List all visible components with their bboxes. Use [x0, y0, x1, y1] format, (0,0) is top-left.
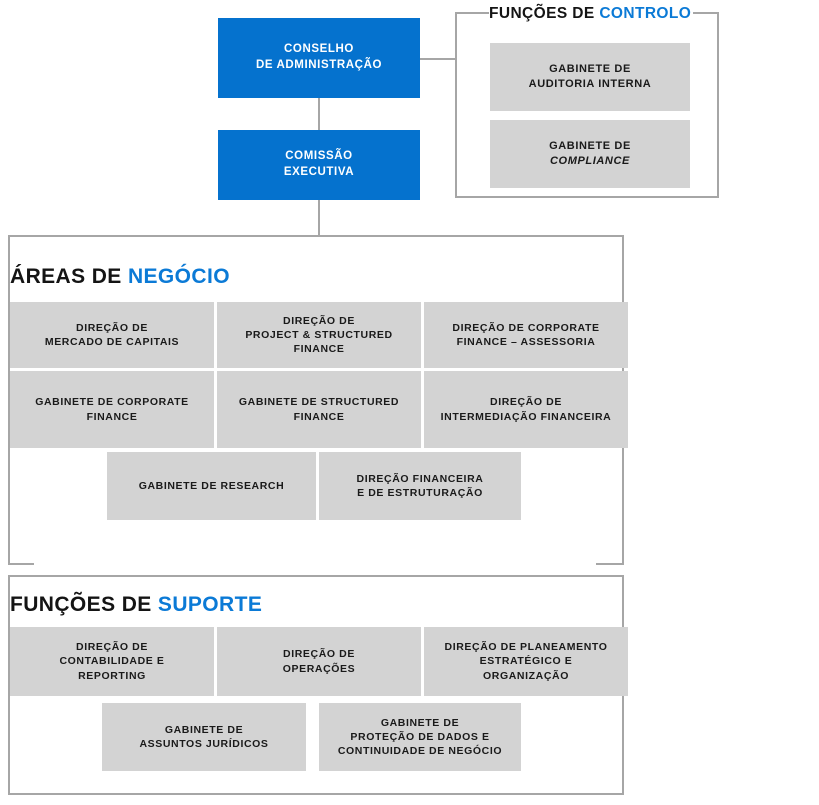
heading-areas-de-negocio — [10, 265, 230, 289]
heading-negocio-plain: ÁREAS DE — [10, 265, 128, 288]
box-conselho-line-2: DE ADMINISTRAÇÃO — [255, 59, 383, 71]
box-project-line-3: FINANCE — [293, 343, 345, 356]
connector-controlo-bottom — [455, 196, 719, 198]
box-fin-estrut-line-1: DIREÇÃO FINANCEIRA — [356, 472, 484, 485]
box-protecao-line-1: GABINETE DE — [380, 716, 460, 729]
box-direcao-financeira-estruturacao[interactable] — [319, 452, 521, 520]
box-mercado-capitais-line-1: DIREÇÃO DE — [76, 321, 148, 334]
box-planeamento-line-3: ORGANIZAÇÃO — [483, 669, 569, 682]
box-planeamento-line-1: DIREÇÃO DE PLANEAMENTO — [444, 641, 608, 654]
connector-suporte-bottom — [8, 793, 624, 795]
box-compliance-line-1: GABINETE DE — [549, 140, 631, 153]
box-planeamento-line-2: ESTRATÉGICO E — [479, 655, 573, 668]
heading-suporte-plain: FUNÇÕES DE — [10, 593, 158, 616]
box-contabilidade-line-2: CONTABILIDADE E — [59, 655, 165, 668]
box-operacoes-line-2: OPERAÇÕES — [282, 662, 356, 675]
box-contabilidade-line-3: REPORTING — [78, 669, 146, 682]
connector-controlo-top-right — [693, 12, 719, 14]
box-juridicos-line-1: GABINETE DE — [164, 723, 244, 736]
box-gab-sf-line-2: FINANCE — [293, 410, 345, 423]
box-protecao-de-dados-continuidade-negocio[interactable] — [319, 703, 521, 771]
heading-suporte-accent: SUPORTE — [157, 593, 263, 616]
box-comissao-line-1: COMISSÃO — [285, 150, 353, 163]
box-planeamento-estrategico-organizacao[interactable] — [424, 627, 628, 696]
box-gabinete-structured-finance[interactable] — [217, 371, 421, 448]
box-assuntos-juridicos[interactable] — [102, 703, 306, 771]
box-comissao-executiva[interactable] — [218, 130, 420, 200]
box-gabinete-de-compliance[interactable] — [490, 120, 690, 188]
heading-funcoes-de-controlo — [489, 5, 691, 23]
box-project-line-2: PROJECT & STRUCTURED — [245, 328, 393, 341]
box-operacoes-line-1: DIREÇÃO DE — [283, 648, 355, 661]
box-conselho-line-1: CONSELHO — [284, 43, 354, 56]
box-gab-cf-line-1: GABINETE DE CORPORATE — [35, 396, 189, 409]
box-research-line-1: GABINETE DE RESEARCH — [138, 479, 285, 492]
heading-controlo-plain: FUNÇÕES DE — [489, 5, 600, 22]
box-gabinete-de-research[interactable] — [107, 452, 316, 520]
box-mercado-capitais-line-2: MERCADO DE CAPITAIS — [44, 336, 180, 348]
box-mercado-de-capitais[interactable] — [10, 302, 214, 368]
box-compliance-line-2: COMPLIANCE — [550, 155, 630, 167]
box-intermediacao-financeira[interactable] — [424, 371, 628, 448]
connector-comissao-down — [318, 200, 320, 236]
connector-controlo-right-vertical — [717, 12, 719, 198]
box-protecao-line-2: PROTEÇÃO DE DADOS E — [350, 730, 490, 743]
box-auditoria-line-2: AUDITORIA INTERNA — [528, 78, 652, 90]
box-protecao-line-3: CONTINUIDADE DE NEGÓCIO — [337, 745, 503, 758]
box-cf-assessoria-line-2: FINANCE – ASSESSORIA — [456, 336, 596, 348]
connector-controlo-top — [455, 12, 489, 14]
box-project-line-1: DIREÇÃO DE — [283, 314, 355, 327]
connector-negocio-top — [8, 235, 624, 237]
box-gabinete-corporate-finance[interactable] — [10, 371, 214, 448]
box-conselho-de-administracao[interactable] — [218, 18, 420, 98]
box-gab-sf-line-1: GABINETE DE STRUCTURED — [238, 396, 400, 409]
box-comissao-line-2: EXECUTIVA — [283, 166, 355, 178]
connector-top-to-controlo — [420, 58, 456, 60]
connector-negocio-bottom-right — [596, 563, 622, 565]
box-cf-assessoria-line-1: DIREÇÃO DE CORPORATE — [452, 321, 600, 334]
box-auditoria-line-1: GABINETE DE — [549, 63, 631, 76]
box-contabilidade-line-1: DIREÇÃO DE — [76, 641, 148, 654]
box-corporate-finance-assessoria[interactable] — [424, 302, 628, 368]
box-project-structured-finance[interactable] — [217, 302, 421, 368]
heading-funcoes-de-suporte — [10, 593, 262, 617]
connector-suporte-top — [8, 575, 624, 577]
connector-conselho-comissao — [318, 98, 320, 130]
heading-negocio-accent: NEGÓCIO — [127, 265, 230, 288]
box-juridicos-line-2: ASSUNTOS JURÍDICOS — [139, 738, 269, 750]
box-fin-estrut-line-2: E DE ESTRUTURAÇÃO — [357, 487, 483, 499]
box-gab-cf-line-2: FINANCE — [86, 410, 138, 423]
connector-controlo-left-vertical — [455, 12, 457, 198]
heading-controlo-accent: CONTROLO — [599, 5, 692, 22]
box-gabinete-de-auditoria-interna[interactable] — [490, 43, 690, 111]
box-direcao-de-operacoes[interactable] — [217, 627, 421, 696]
connector-negocio-bottom-left — [8, 563, 34, 565]
box-intermediacao-line-1: DIREÇÃO DE — [490, 396, 562, 409]
box-contabilidade-e-reporting[interactable] — [10, 627, 214, 696]
box-intermediacao-line-2: INTERMEDIAÇÃO FINANCEIRA — [440, 410, 612, 423]
